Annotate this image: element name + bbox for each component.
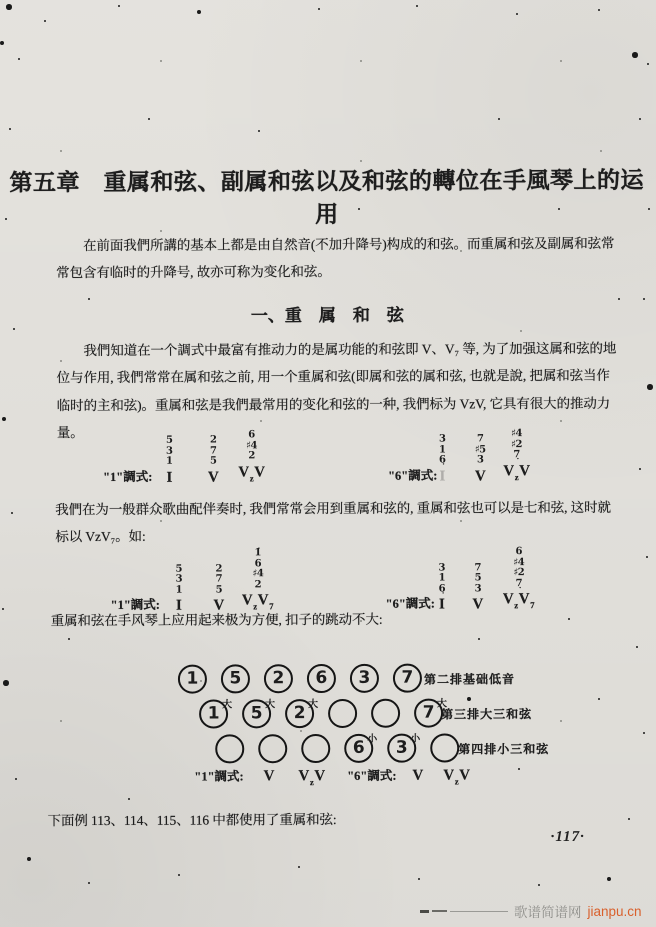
button-number: 3 (358, 667, 371, 688)
text-line: 在前面我們所講的基本上都是由自然音(不加升降号)构成的和弦。而重属和弦及副属和弦常 (83, 235, 615, 254)
jianpu-note-stack (474, 563, 481, 595)
mode-label: "6"調式: (388, 468, 438, 483)
note: 1 (166, 455, 173, 467)
roman-numeral: $V_zV_7$ (502, 591, 535, 611)
bass-row-fundamental (178, 664, 436, 694)
note: 3 (438, 433, 446, 445)
notation-row2-mode1 (110, 548, 274, 614)
note: ♯4 (246, 439, 257, 451)
chord-unit (204, 435, 222, 485)
jianpu-note-stack (176, 564, 183, 596)
note: 2 (248, 450, 255, 462)
note: 7 (474, 561, 482, 573)
jianpu-note-stack (438, 563, 445, 595)
chord-unit (471, 434, 489, 484)
note: ♯2 (511, 438, 522, 450)
note: 2 (254, 578, 262, 590)
text-line: 常包含有临时的升降号, 故亦可称为变化和弦。 (56, 264, 331, 281)
scan-mark (432, 910, 447, 912)
roman-numeral: $V_zV$ (238, 463, 266, 483)
note: 7 (215, 573, 223, 585)
paragraph-examples-reference (47, 806, 336, 835)
jianpu-note-stack (252, 548, 263, 590)
diagram-footer-line (194, 765, 470, 789)
roman-numeral: I (439, 467, 446, 485)
note: ♯4 (511, 428, 522, 440)
note: ♯5 (474, 443, 486, 455)
diagram-row-label: 第四排小三和弦 (458, 742, 550, 757)
roman-numeral: V (472, 596, 484, 613)
bass-button (328, 699, 357, 728)
bass-button (199, 699, 233, 728)
roman-numeral: V (207, 468, 219, 486)
note: 5 (474, 572, 482, 584)
watermark-domain: jianpu.cn (587, 903, 642, 919)
chord-unit (242, 548, 274, 613)
note: 5 (215, 583, 223, 595)
button-number: 1 (186, 668, 199, 689)
paragraph-intro (56, 230, 615, 287)
note: 2 (209, 434, 217, 446)
note: 3 (165, 445, 173, 457)
note: 3 (438, 561, 446, 574)
note: ♯4 (513, 556, 525, 568)
note: 7̣ (513, 449, 520, 461)
note: 3 (477, 454, 484, 466)
roman-numeral: V (412, 767, 424, 784)
mode-label: "1"調式: (103, 469, 153, 484)
chord-unit (503, 429, 530, 484)
paragraph-accordion-convenience (51, 606, 383, 635)
button-quality-mark: 大 (265, 699, 276, 711)
notation-row1-mode1 (103, 430, 265, 485)
watermark (420, 901, 642, 921)
bass-button (285, 699, 319, 728)
roman-numeral: V (263, 768, 275, 785)
bass-button (215, 734, 244, 763)
button-number: 2 (293, 703, 306, 724)
jianpu-note-stack (246, 430, 257, 462)
diagram-row-label: 第三排大三和弦 (441, 707, 533, 722)
bass-button (242, 699, 276, 728)
mode-label: "6"調式: (385, 596, 435, 611)
jianpu-note-stack (439, 434, 446, 466)
note: 7 (476, 433, 484, 445)
scan-mark (420, 910, 429, 913)
bass-button (387, 733, 421, 763)
button-number: 1 (207, 703, 220, 724)
chord-unit (433, 563, 451, 613)
text-line: 标以 VᴢV₇。如: (55, 529, 146, 545)
bass-button (371, 699, 400, 728)
note: 6̣ (439, 454, 446, 466)
roman-numeral: $V_zV$ (503, 462, 531, 482)
jianpu-note-stack (215, 564, 222, 596)
note: 7̣ (515, 577, 523, 589)
bass-button (221, 664, 250, 693)
note: ♯2 (513, 567, 525, 579)
note: 6 (515, 546, 523, 558)
note: 1̇ (254, 547, 262, 559)
roman-numeral: I (175, 597, 182, 614)
chord-unit (160, 436, 178, 486)
section-heading: 一、重 属 和 弦 (250, 305, 404, 326)
button-number: 7 (401, 667, 414, 688)
note: ♯4 (252, 568, 264, 580)
button-number: 7 (422, 702, 435, 723)
watermark-site-name: 歌谱简谱网 (514, 905, 582, 920)
chapter-title: 第五章 重属和弦、副属和弦以及和弦的轉位在手風琴上的运用 (9, 167, 645, 228)
chord-unit (238, 430, 265, 485)
roman-numeral: $V_zV_7$ (241, 592, 274, 612)
jianpu-note-stack (475, 434, 486, 466)
button-number: 2 (272, 668, 285, 689)
note: 6 (248, 429, 255, 441)
note: 6 (254, 557, 262, 569)
jianpu-note-stack (166, 436, 173, 468)
button-quality-mark: 大 (222, 699, 233, 711)
mode-label: "6"調式: (347, 768, 397, 783)
bass-button (301, 734, 330, 763)
jianpu-note-stack (210, 435, 217, 467)
note: 5 (210, 455, 217, 467)
diagram-row-label: 第二排基础低音 (423, 672, 515, 687)
jianpu-note-stack (513, 547, 524, 589)
text-line: 位与作用, 我們常常在属和弦之前, 用一个重属和弦(即属和弦的属和弦, 也就是說, 把属和弦当作 (56, 368, 610, 386)
note: 1 (438, 443, 446, 456)
button-quality-mark: 大 (308, 699, 319, 711)
button-quality-mark: 大 (437, 698, 448, 710)
note: 5 (175, 563, 183, 575)
text-line: 重属和弦在手风琴上应用起来极为方便, 扣子的跳动不大: (50, 611, 383, 629)
bass-button (430, 733, 459, 762)
button-number: 6 (315, 668, 328, 689)
button-number: 5 (250, 703, 263, 724)
mode-label: "1"調式: (194, 769, 244, 784)
roman-numeral: I (166, 469, 173, 486)
text-line: 下面例 113、114、115、116 中都使用了重属和弦: (47, 811, 337, 829)
paragraph-seventh-chord (55, 494, 611, 551)
bass-button (393, 664, 422, 693)
note: 1 (438, 572, 446, 584)
bass-button (350, 664, 379, 693)
note: 3 (175, 573, 183, 585)
bass-button (258, 734, 287, 763)
notation-row1-mode6 (388, 429, 530, 484)
note: 2 (215, 562, 223, 574)
text-line: 我們知道在一个調式中最富有推动力的是属功能的和弦即 V、V₇ 等, 为了加强这属和弦的地 (83, 340, 617, 359)
note: 7 (209, 444, 217, 457)
roman-numeral: $V_zV$ (298, 768, 326, 788)
bass-button (344, 733, 378, 763)
bass-button (414, 698, 448, 728)
roman-numeral: V (213, 597, 225, 614)
note: 1 (175, 584, 183, 596)
jianpu-note-stack (511, 429, 522, 461)
notation-row2-mode6 (385, 547, 535, 613)
button-number: 3 (395, 737, 408, 758)
chord-unit (469, 563, 487, 613)
roman-numeral: I (438, 596, 445, 613)
roman-numeral: V (474, 467, 486, 484)
button-number: 6 (352, 737, 365, 758)
watermark-rule (450, 911, 508, 912)
bass-row-minor-chords (215, 733, 473, 763)
bass-button (264, 664, 293, 693)
bass-button (178, 665, 207, 694)
note: 5 (165, 434, 173, 446)
roman-numeral: $V_zV$ (443, 767, 471, 787)
button-quality-mark: 小 (410, 733, 421, 745)
chord-unit (433, 434, 451, 484)
button-number: 5 (229, 668, 242, 689)
text-line: 我們在为一般群众歌曲配伴奏时, 我們常常会用到重属和弦的, 重属和弦也可以是七和弦, 这时就 (55, 499, 611, 518)
text-line: 量。 (56, 425, 84, 441)
mode-label: "1"調式: (110, 597, 160, 612)
chord-unit (503, 547, 535, 612)
note: 3 (474, 582, 482, 594)
note: 6̣ (438, 582, 446, 595)
bass-row-major-chords (199, 698, 457, 728)
bass-button (307, 664, 336, 693)
button-quality-mark: 小 (367, 733, 378, 745)
page-number: ·117· (550, 828, 585, 846)
text-line: 临时的主和弦)。重属和弦是我們最常用的变化和弦的一种, 我們标为 VᴢV, 它具有很大的推动力 (56, 395, 611, 413)
